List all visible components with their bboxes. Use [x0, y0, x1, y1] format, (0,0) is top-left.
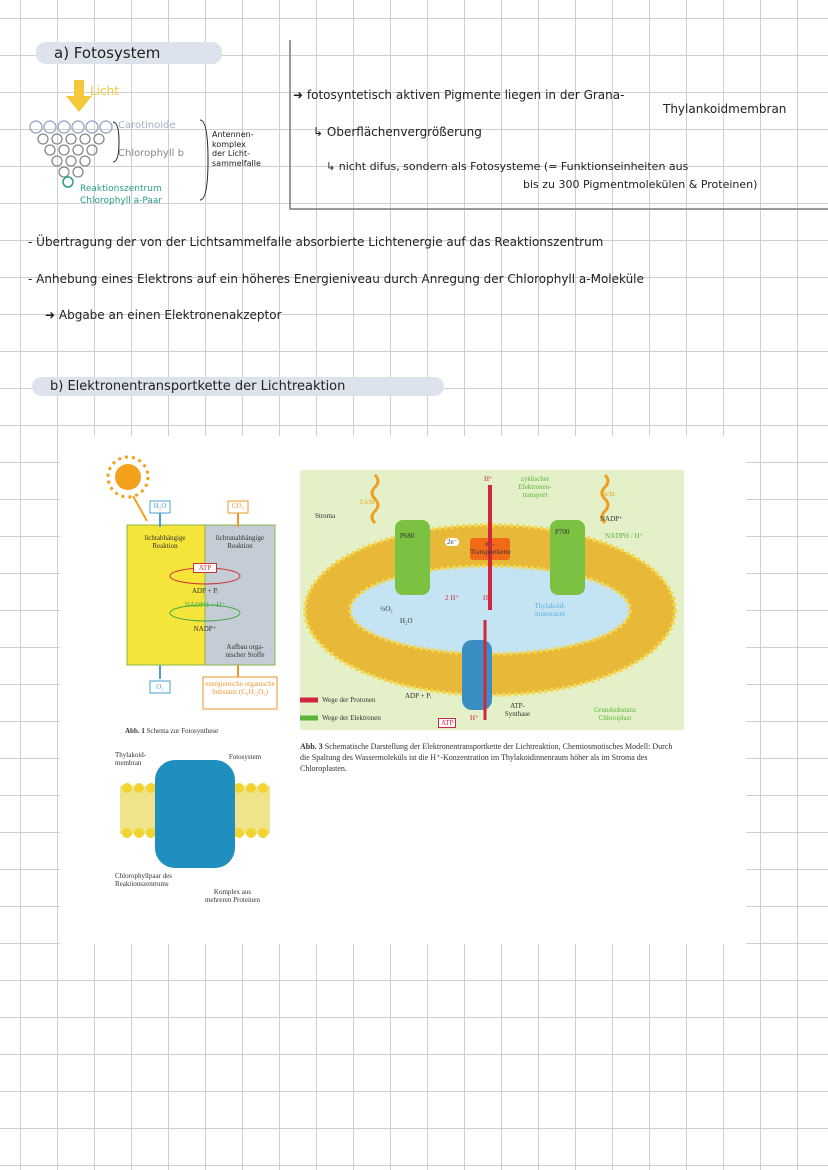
proton-out-label: H⁺ [470, 714, 479, 722]
adp-label: ADP + Pᵢ [405, 692, 432, 700]
bullet-text: Abgabe an einen Elektronenakzeptor [58, 308, 282, 322]
o2-label: O₂ [156, 683, 164, 691]
nadph-label: NADPH / H⁺ [605, 532, 644, 540]
figure-3-caption [300, 742, 684, 774]
light-label: Licht [90, 84, 119, 98]
legend-electrons: Wege der Elektronen [322, 714, 381, 722]
caption-number: Abb. 1 [125, 727, 145, 735]
figure-1 [95, 441, 285, 741]
atp-label: ATP [438, 718, 456, 728]
heading-text: b) Elektronentransportkette der Lichtreaktion [50, 379, 346, 394]
transport-chain-label: e⁻-Transportkette [470, 540, 511, 557]
caption-number: Abb. 3 [300, 742, 323, 751]
complex-label: Komplex aus mehreren Proteinen [204, 888, 260, 905]
chlorophyll-a-label: Chlorophyll a-Paar [80, 196, 163, 206]
two-protons-label: 2 H⁺ [445, 594, 459, 602]
figure-1-caption [125, 727, 285, 735]
product-label: energiereiche organische Substanz (C₆H₁₂O₆) [205, 680, 275, 697]
note-text: Thylankoidmembran [663, 102, 787, 116]
caption-text: Schema zur Fotosynthese [146, 727, 219, 735]
co2-label: CO₂ [231, 502, 245, 510]
nadp-label: NADP⁺ [600, 515, 623, 523]
note-text: nicht difus, sondern als Fotosysteme (= Funktionseinheiten aus [338, 160, 689, 173]
textbook-panel [60, 436, 746, 944]
nadp-label: NADP⁺ [193, 625, 217, 633]
thylakoid-diagram-icon [300, 470, 684, 730]
proton-lumen-label: H⁺ [483, 594, 492, 602]
stroma-matrix-label: Grundsubstanz Chloroplast [594, 706, 636, 723]
figure-2 [115, 748, 275, 908]
h2o-label: H₂O [153, 502, 167, 510]
bullet-1: - Übertragung der von der Lichtsammelfalle absorbierte Lichtenergie auf das Reaktionszentrum [28, 235, 604, 249]
heading-text: a) Fotosystem [54, 44, 161, 62]
section-a-heading [36, 42, 222, 64]
fotosystem-sketch [10, 78, 280, 213]
synthase-label: ATP-Synthase [504, 702, 531, 719]
stroma-label: Stroma [315, 512, 336, 520]
light-dependent-label: lichtabhängige Reaktion [144, 534, 186, 551]
figure-3 [300, 470, 684, 800]
legend-protons: Wege der Protonen [322, 696, 376, 704]
bullet-text: Übertragung der von der Lichtsammelfalle absorbierte Lichtenergie auf das Reaktionszentrum [36, 235, 604, 249]
reaction-center-label: Reaktionszentrum [80, 184, 162, 194]
proton-top-label: H⁺ [484, 475, 493, 483]
bullet-2: - Anhebung eines Elektrons auf ein höheres Energieniveau durch Anregung der Chlorophyll a-Moleküle [28, 272, 644, 286]
light-label-1: Licht [360, 498, 375, 506]
chlorophyll-pair-label: Chlorophyllpaar des Reaktionszentrums [115, 872, 172, 889]
water-label: H₂O [400, 617, 413, 625]
cyclic-transport-label: zyklischer Elektronen-transport [518, 475, 552, 500]
antenna-label: Antennen- komplex der Licht- sammelfalle [212, 130, 261, 168]
notes-box [289, 40, 828, 210]
membrane-label: Thylakoid-membran [115, 751, 147, 768]
fotosystem-label: Fotosystem [228, 753, 262, 761]
note-text: Oberflächenvergrößerung [326, 125, 482, 139]
nadph-label: NADPH + H⁺ [184, 601, 226, 609]
oxygen-label: ½O₂ [380, 605, 393, 613]
lumen-label: Thylakoid-innenraum [534, 602, 566, 619]
electron-label: 2e⁻ [447, 538, 458, 546]
light-independent-label: lichtunabhängige Reaktion [215, 534, 265, 551]
caption-text: Schematische Darstellung der Elektronentransportkette der Lichtreaktion, Chemiosmotisches Modell: Durch die Spaltung des Wassermoleküls ist die H⁺-Konzentration im Thylakoidinnenraum höher als im Stroma des Chloroplasten. [300, 742, 673, 773]
bullet-text: Anhebung eines Elektrons auf ein höheres Energieniveau durch Anregung der Chlorophyll a-Moleküle [36, 272, 644, 286]
carotinoide-label: Carotinoide [118, 120, 176, 131]
chlorophyll-b-label: Chlorophyll b [118, 148, 184, 159]
note-text: fotosyntetisch aktiven Pigmente liegen in der Grana- [306, 88, 625, 102]
p680-label: P680 [400, 532, 415, 540]
adp-label: ADP + Pᵢ [191, 587, 219, 595]
atp-label: ATP [193, 563, 217, 573]
note-sub-2: ↳ nicht difus, sondern als Fotosysteme (= Funktionseinheiten aus [326, 160, 689, 173]
note-text: bis zu 300 Pigmentmolekülen & Proteinen) [523, 178, 758, 191]
bullet-3: ➜ Abgabe an einen Elektronenakzeptor [45, 308, 282, 322]
note-arrow-1: ➜ fotosyntetisch aktiven Pigmente liegen in der Grana- [293, 88, 625, 102]
p700-label: P700 [555, 528, 570, 536]
aufbau-label: Aufbau orga-nischer Stoffe [225, 643, 265, 660]
note-sub-1: ↳ Oberflächenvergrößerung [313, 125, 482, 139]
section-b-heading [32, 377, 444, 396]
light-label-2: Licht [600, 490, 615, 498]
